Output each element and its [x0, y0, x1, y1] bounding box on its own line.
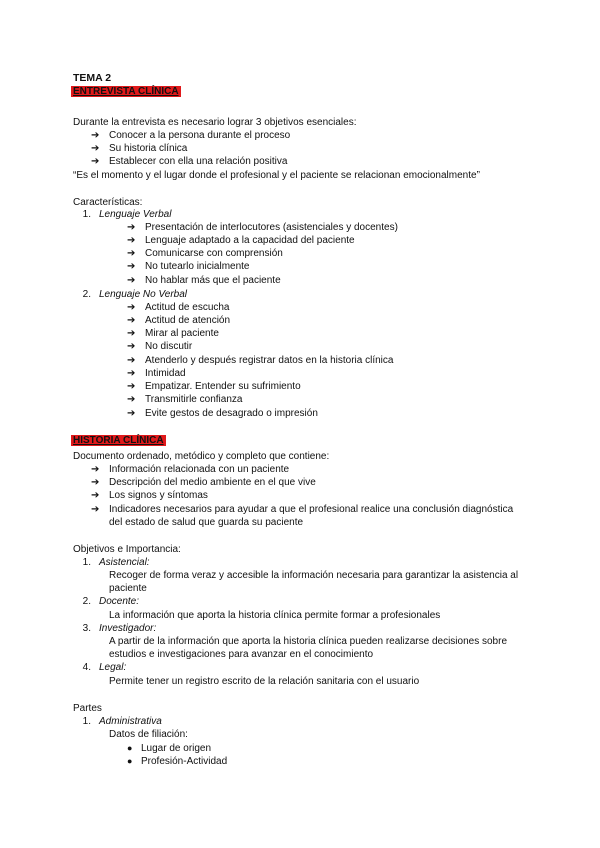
arrow-icon: ➔ — [127, 235, 136, 246]
list-item: ➔ Establecer con ella una relación positiva — [91, 156, 288, 167]
list-item: ➔ No tutearlo inicialmente — [127, 261, 250, 272]
caracteristicas-label: Características: — [73, 197, 143, 208]
tema-title: TEMA 2 — [73, 72, 112, 84]
objetivos-label: Objetivos e Importancia: — [73, 544, 181, 555]
list-item: ➔ Actitud de atención — [127, 315, 231, 326]
list-item: ➔ Su historia clínica — [91, 143, 188, 154]
arrow-icon: ➔ — [91, 490, 100, 501]
partes-label: Partes — [73, 703, 102, 714]
arrow-icon: ➔ — [127, 341, 136, 352]
section-heading-historia: HISTORIA CLÍNICA — [73, 435, 164, 446]
list-item: 2. Docente: — [82, 596, 140, 607]
list-item: ➔ Información relacionada con un paciente — [91, 464, 290, 475]
list-item: ➔ Transmitirle confianza — [127, 394, 243, 405]
list-item: ➔ Presentación de interlocutores (asistenciales y docentes) — [127, 222, 398, 233]
list-item: ➔ Atenderlo y después registrar datos en la historia clínica — [127, 355, 394, 366]
list-item: ➔ Intimidad — [127, 368, 186, 379]
arrow-icon: ➔ — [127, 222, 136, 233]
arrow-icon: ➔ — [91, 477, 100, 488]
list-item: ● Profesión-Actividad — [127, 756, 228, 767]
arrow-icon: ➔ — [127, 408, 136, 419]
arrow-icon: ➔ — [127, 275, 136, 286]
list-item-continuation: del estado de salud que guarda su paciente — [109, 517, 304, 528]
historia-intro: Documento ordenado, metódico y completo que contiene: — [73, 451, 330, 462]
arrow-icon: ➔ — [127, 248, 136, 259]
arrow-icon: ➔ — [127, 315, 136, 326]
arrow-icon: ➔ — [127, 328, 136, 339]
list-item: 1. Asistencial: — [82, 557, 150, 568]
list-item: 1. Lenguaje Verbal — [82, 209, 172, 220]
arrow-icon: ➔ — [127, 302, 136, 313]
bullet-icon: ● — [127, 756, 133, 766]
arrow-icon: ➔ — [127, 261, 136, 272]
list-item: ➔ Conocer a la persona durante el proceso — [91, 130, 291, 141]
list-item: ➔ Mirar al paciente — [127, 328, 219, 339]
quote: “Es el momento y el lugar donde el profesional y el paciente se relacionan emocionalmente” — [73, 170, 480, 181]
arrow-icon: ➔ — [91, 143, 100, 154]
list-item: 3. Investigador: — [82, 623, 157, 634]
arrow-icon: ➔ — [91, 504, 100, 515]
list-item: ➔ Descripción del medio ambiente en el que vive — [91, 477, 316, 488]
bullet-icon: ● — [127, 743, 133, 753]
arrow-icon: ➔ — [127, 355, 136, 366]
list-item: ➔ Lenguaje adaptado a la capacidad del paciente — [127, 235, 355, 246]
list-item: ➔ Empatizar. Entender su sufrimiento — [127, 381, 301, 392]
list-item: ➔ Indicadores necesarios para ayudar a que el profesional realice una conclusión diagnóstica — [91, 504, 514, 515]
list-item: ➔ Actitud de escucha — [127, 302, 230, 313]
list-item: ● Lugar de origen — [127, 743, 212, 754]
entrevista-intro: Durante la entrevista es necesario lograr 3 objetivos esenciales: — [73, 117, 357, 128]
list-item: ➔ No hablar más que el paciente — [127, 275, 281, 286]
list-item: 2. Lenguaje No Verbal — [82, 289, 188, 300]
list-item: ➔ Comunicarse con comprensión — [127, 248, 283, 259]
arrow-icon: ➔ — [127, 368, 136, 379]
arrow-icon: ➔ — [127, 381, 136, 392]
arrow-icon: ➔ — [127, 394, 136, 405]
section-heading-entrevista: ENTREVISTA CLÍNICA — [73, 86, 179, 97]
list-item: ➔ No discutir — [127, 341, 193, 352]
list-item: 1. Administrativa — [82, 716, 162, 727]
list-item: 4. Legal: — [82, 662, 127, 673]
arrow-icon: ➔ — [91, 156, 100, 167]
arrow-icon: ➔ — [91, 464, 100, 475]
arrow-icon: ➔ — [91, 130, 100, 141]
list-item: ➔ Evite gestos de desagrado o impresión — [127, 408, 318, 419]
list-item: ➔ Los signos y síntomas — [91, 490, 208, 501]
